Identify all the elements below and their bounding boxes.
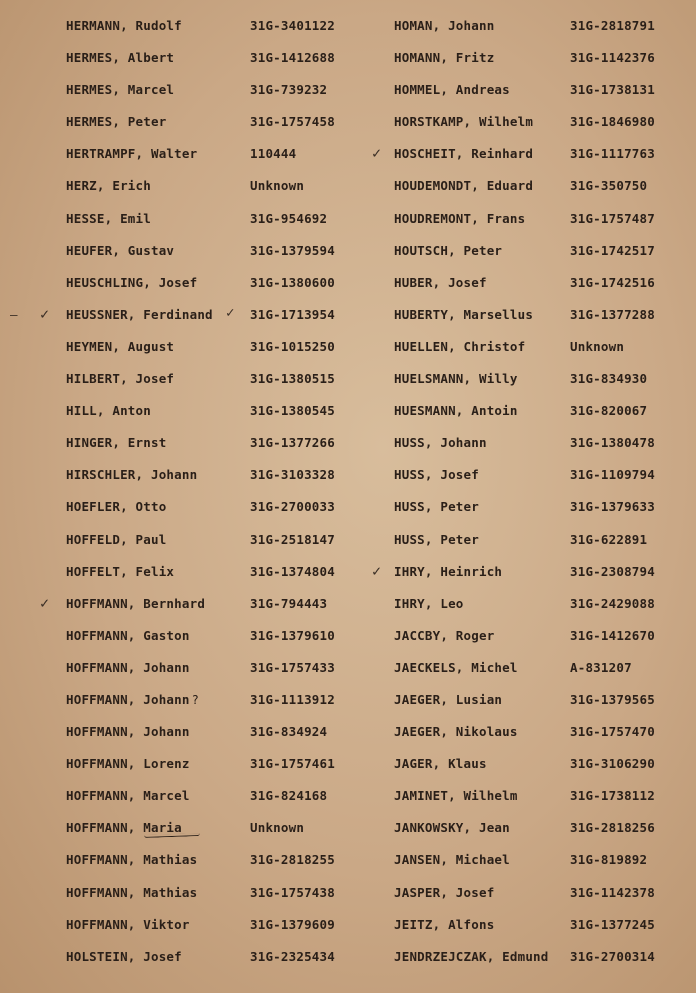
entry-number: 31G-1117763 bbox=[570, 146, 655, 162]
entry-number: 31G-1713954 bbox=[250, 306, 335, 322]
entry-number: 31G-350750 bbox=[570, 178, 648, 194]
entry-name: HIRSCHLER, Johann bbox=[66, 467, 198, 483]
entry-number: 31G-1379594 bbox=[250, 242, 335, 258]
entry-name: HUSS, Peter bbox=[394, 531, 479, 547]
entry-number: 31G-622891 bbox=[570, 531, 648, 547]
entry-number: 31G-1379633 bbox=[570, 499, 655, 515]
entry-name: HOFFMANN, Marcel bbox=[66, 788, 190, 804]
entry-number: A-831207 bbox=[570, 659, 632, 675]
entry-number: 31G-1757438 bbox=[250, 884, 335, 900]
entry-number: 31G-3106290 bbox=[570, 756, 655, 772]
entry-number: 31G-1380545 bbox=[250, 403, 335, 419]
entry-name: HERMANN, Rudolf bbox=[66, 18, 182, 33]
entry-name: HEUSSNER, Ferdinand bbox=[66, 306, 213, 322]
entry-number: 31G-1757487 bbox=[570, 210, 655, 226]
entry-name: HOFFMANN, Johann ? bbox=[66, 691, 200, 707]
entry-name: HERTRAMPF, Walter bbox=[66, 146, 198, 162]
entry-name: HOFFMANN, Johann bbox=[66, 724, 190, 740]
entry-name: HUBERTY, Marsellus bbox=[394, 306, 534, 322]
entry-number: 31G-2700033 bbox=[250, 499, 335, 515]
entry-number: 31G-1015250 bbox=[250, 338, 335, 354]
entry-number: 31G-1379565 bbox=[570, 691, 655, 707]
entry-number: 31G-2325434 bbox=[250, 948, 335, 964]
entry-name: HOFFMANN, Maria bbox=[66, 820, 182, 836]
entry-name: HESSE, Emil bbox=[66, 210, 151, 226]
entry-name: JAECKELS, Michel bbox=[394, 659, 518, 675]
entry-name: HUELSMANN, Willy bbox=[394, 371, 518, 387]
entry-number: 31G-3401122 bbox=[250, 18, 335, 33]
entry-number: 31G-819892 bbox=[570, 852, 648, 868]
entry-number: 31G-2518147 bbox=[250, 531, 335, 547]
entry-number: 31G-739232 bbox=[250, 82, 328, 98]
entry-name: IHRY, Leo bbox=[394, 595, 464, 611]
entry-name: HINGER, Ernst bbox=[66, 435, 167, 451]
entry-name: HOMANN, Fritz bbox=[394, 50, 495, 66]
entry-name: JAEGER, Lusian bbox=[394, 691, 503, 707]
entry-number: 31G-1738131 bbox=[570, 82, 655, 98]
entry-number: 31G-1846980 bbox=[570, 114, 655, 130]
entry-number: 31G-2308794 bbox=[570, 563, 655, 579]
entry-name: HEYMEN, August bbox=[66, 338, 175, 354]
entry-name: HOFFMANN, Gaston bbox=[66, 627, 190, 643]
entry-number: 31G-1142376 bbox=[570, 50, 655, 66]
entry-number: 31G-2429088 bbox=[570, 595, 655, 611]
entry-number: 31G-1379610 bbox=[250, 627, 335, 643]
entry-name: JASPER, Josef bbox=[394, 884, 495, 900]
entry-number: 31G-1377266 bbox=[250, 435, 335, 451]
entry-name: JANSEN, Michael bbox=[394, 852, 510, 868]
entry-number: 31G-824168 bbox=[250, 788, 328, 804]
entry-name: HOFFMANN, Lorenz bbox=[66, 756, 190, 772]
entry-number: 31G-2700314 bbox=[570, 948, 655, 964]
entry-number: 31G-954692 bbox=[250, 210, 328, 226]
entry-number: 31G-1380600 bbox=[250, 274, 335, 290]
entry-name: HOSCHEIT, Reinhard bbox=[394, 146, 534, 162]
entry-name: HEUFER, Gustav bbox=[66, 242, 175, 258]
entry-name: JEITZ, Alfons bbox=[394, 916, 495, 932]
entry-number: 31G-1379609 bbox=[250, 916, 335, 932]
entry-number: 31G-1109794 bbox=[570, 467, 655, 483]
check-mark-icon: ✓ bbox=[372, 561, 382, 580]
entry-number: 31G-1738112 bbox=[570, 788, 655, 804]
entry-number: 31G-2818256 bbox=[570, 820, 655, 836]
entry-name: HERMES, Peter bbox=[66, 114, 167, 130]
entry-number: 31G-1380515 bbox=[250, 371, 335, 387]
entry-name: HERZ, Erich bbox=[66, 178, 151, 194]
entry-name: JANKOWSKY, Jean bbox=[394, 820, 510, 836]
entry-number: 110444 bbox=[250, 146, 297, 162]
entry-number: 31G-820067 bbox=[570, 403, 648, 419]
entry-name: HUSS, Peter bbox=[394, 499, 479, 515]
entry-name: JACCBY, Roger bbox=[394, 627, 495, 643]
entry-name: JAMINET, Wilhelm bbox=[394, 788, 518, 804]
entry-number: 31G-834924 bbox=[250, 724, 328, 740]
entry-name: HERMES, Albert bbox=[66, 50, 175, 66]
entry-name: JENDRZEJCZAK, Edmund bbox=[394, 948, 549, 964]
entry-name: HILL, Anton bbox=[66, 403, 151, 419]
entry-number: 31G-1374804 bbox=[250, 563, 335, 579]
entry-number: 31G-1742517 bbox=[570, 242, 655, 258]
check-mark-icon: ✓ bbox=[226, 304, 235, 321]
handwritten-underline bbox=[144, 833, 200, 838]
check-mark-icon: ✓ bbox=[40, 593, 50, 612]
entry-number: 31G-2818791 bbox=[570, 18, 655, 33]
entry-number: 31G-834930 bbox=[570, 371, 648, 387]
entry-name: HOLSTEIN, Josef bbox=[66, 948, 182, 964]
entry-name: HERMES, Marcel bbox=[66, 82, 175, 98]
entry-name: HOFFMANN, Johann bbox=[66, 659, 190, 675]
entry-number: Unknown bbox=[250, 820, 305, 836]
check-mark-icon: ✓ bbox=[40, 304, 50, 323]
entry-number: 31G-1377245 bbox=[570, 916, 655, 932]
entry-number: Unknown bbox=[570, 338, 625, 354]
entry-name: HOFFMANN, Mathias bbox=[66, 852, 198, 868]
entry-number: 31G-1380478 bbox=[570, 435, 655, 451]
entry-name: HOEFLER, Otto bbox=[66, 499, 167, 515]
entry-name: JAEGER, Nikolaus bbox=[394, 724, 518, 740]
entry-number: 31G-1142378 bbox=[570, 884, 655, 900]
entry-number: 31G-1757433 bbox=[250, 659, 335, 675]
entry-name: HUBER, Josef bbox=[394, 274, 487, 290]
entry-name: HOFFMANN, Mathias bbox=[66, 884, 198, 900]
entry-number: 31G-794443 bbox=[250, 595, 328, 611]
entry-name: HOMAN, Johann bbox=[394, 18, 495, 33]
entry-name: JAGER, Klaus bbox=[394, 756, 487, 772]
check-mark-icon: ✓ bbox=[372, 144, 382, 163]
margin-dash-mark: — bbox=[10, 306, 18, 322]
entry-name: IHRY, Heinrich bbox=[394, 563, 503, 579]
entry-name: HOUDEMONDT, Eduard bbox=[394, 178, 534, 194]
entry-number: 31G-1757470 bbox=[570, 724, 655, 740]
entry-name: HORSTKAMP, Wilhelm bbox=[394, 114, 534, 130]
entry-name: HOMMEL, Andreas bbox=[394, 82, 510, 98]
entry-name: HOFFELT, Felix bbox=[66, 563, 175, 579]
entry-number: 31G-1742516 bbox=[570, 274, 655, 290]
entry-name: HEUSCHLING, Josef bbox=[66, 274, 198, 290]
entry-number: 31G-3103328 bbox=[250, 467, 335, 483]
entry-number: 31G-1412688 bbox=[250, 50, 335, 66]
entry-name: HOFFMANN, Bernhard bbox=[66, 595, 206, 611]
entry-number: Unknown bbox=[250, 178, 305, 194]
entry-name: HOFFELD, Paul bbox=[66, 531, 167, 547]
entry-name: HOUTSCH, Peter bbox=[394, 242, 503, 258]
entry-number: 31G-1757458 bbox=[250, 114, 335, 130]
entry-name: HOFFMANN, Viktor bbox=[66, 916, 190, 932]
entry-name: HUELLEN, Christof bbox=[394, 338, 526, 354]
entry-name: HUESMANN, Antoin bbox=[394, 403, 518, 419]
entry-number: 31G-1757461 bbox=[250, 756, 335, 772]
entry-number: 31G-2818255 bbox=[250, 852, 335, 868]
question-mark-annotation: ? bbox=[191, 692, 200, 707]
entry-name: HILBERT, Josef bbox=[66, 371, 175, 387]
entry-name: HUSS, Josef bbox=[394, 467, 479, 483]
entry-number: 31G-1412670 bbox=[570, 627, 655, 643]
entry-number: 31G-1377288 bbox=[570, 306, 655, 322]
entry-number: 31G-1113912 bbox=[250, 691, 335, 707]
entry-name: HOUDREMONT, Frans bbox=[394, 210, 526, 226]
entry-name: HUSS, Johann bbox=[394, 435, 487, 451]
